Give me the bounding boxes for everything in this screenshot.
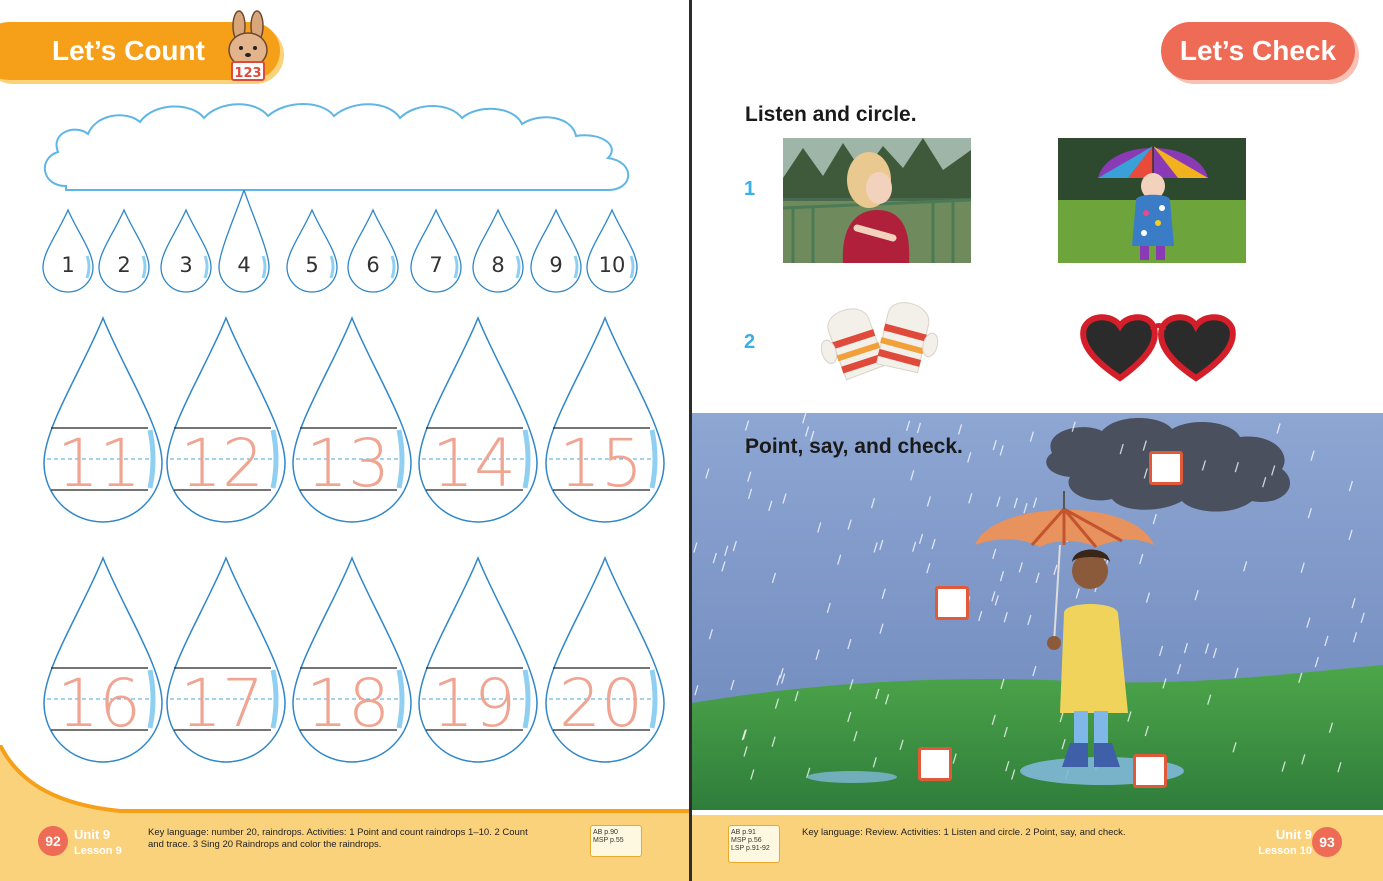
trace-raindrop xyxy=(293,558,411,762)
trace-raindrop xyxy=(419,558,537,762)
rain-scene xyxy=(692,413,1383,810)
trace-raindrops xyxy=(0,310,690,790)
trace-number: 15 xyxy=(559,425,643,502)
trace-number: 20 xyxy=(559,665,643,742)
small-raindrop xyxy=(473,210,523,292)
trace-raindrop xyxy=(167,318,285,522)
trace-number: 16 xyxy=(57,665,141,742)
lesson-notes xyxy=(148,827,588,851)
small-raindrop xyxy=(411,210,461,292)
book-reference-right xyxy=(728,825,780,863)
lesson-notes-right xyxy=(802,827,1222,839)
small-drop-number: 9 xyxy=(549,253,563,277)
rabbit-mascot-icon xyxy=(218,10,278,84)
lesson-label: Lesson 9 xyxy=(74,845,122,857)
footer-wave xyxy=(0,745,690,825)
photo-umbrella-girl[interactable] xyxy=(1058,138,1246,263)
ref-ab-right: AB p.91 xyxy=(731,829,756,836)
unit-lesson-label xyxy=(74,827,122,859)
lets-check-title: Let’s Check xyxy=(1179,35,1337,66)
trace-number: 11 xyxy=(57,425,141,502)
small-raindrop xyxy=(531,210,581,292)
trace-number: 19 xyxy=(432,665,516,742)
book-reference xyxy=(590,825,642,857)
photo-windy-girl[interactable] xyxy=(783,138,971,263)
small-raindrop xyxy=(587,210,637,292)
left-page xyxy=(0,0,690,881)
unit-label-right: Unit 9 xyxy=(1275,827,1312,842)
small-drop-number: 8 xyxy=(491,253,505,277)
trace-raindrop xyxy=(293,318,411,522)
lets-check-header xyxy=(1161,22,1355,80)
small-raindrop xyxy=(43,210,93,292)
right-footer xyxy=(692,815,1383,881)
ref-ab: AB p.90 xyxy=(593,829,618,836)
checkbox-puddle[interactable] xyxy=(918,747,952,781)
trace-raindrop xyxy=(44,558,162,762)
heart-sunglasses-icon[interactable] xyxy=(1080,312,1236,382)
unit-label: Unit 9 xyxy=(74,827,111,842)
trace-number: 18 xyxy=(306,665,390,742)
trace-number: 17 xyxy=(180,665,264,742)
small-drop-number: 4 xyxy=(237,253,251,277)
item-number-2: 2 xyxy=(744,331,756,353)
checkbox-cloud[interactable] xyxy=(1149,451,1183,485)
unit-lesson-label-right xyxy=(1248,827,1312,859)
small-drop-number: 2 xyxy=(117,253,131,277)
cloud-outline xyxy=(36,96,640,204)
trace-number: 12 xyxy=(180,425,264,502)
trace-raindrop xyxy=(167,558,285,762)
trace-raindrop xyxy=(546,318,664,522)
page-number-badge: 92 xyxy=(38,826,68,856)
small-raindrop xyxy=(219,190,269,292)
checkbox-umbrella[interactable] xyxy=(935,586,969,620)
ref-lsp-right: LSP p.91-92 xyxy=(731,845,770,852)
point-say-check-title: Point, say, and check. xyxy=(745,435,963,458)
small-drop-number: 5 xyxy=(305,253,319,277)
small-drop-number: 7 xyxy=(429,253,443,277)
item-number-1: 1 xyxy=(744,178,756,200)
listen-and-circle-title: Listen and circle. xyxy=(745,103,917,126)
trace-number: 13 xyxy=(306,425,390,502)
mittens-icon[interactable] xyxy=(815,292,943,392)
trace-raindrop xyxy=(419,318,537,522)
page-number-badge-right: 93 xyxy=(1312,827,1342,857)
small-raindrop xyxy=(99,210,149,292)
small-drop-number: 1 xyxy=(61,253,75,277)
checkbox-boots[interactable] xyxy=(1133,754,1167,788)
small-raindrop xyxy=(348,210,398,292)
trace-number: 14 xyxy=(432,425,516,502)
ref-msp-right: MSP p.56 xyxy=(731,837,762,844)
trace-raindrop xyxy=(44,318,162,522)
lesson-label-right: Lesson 10 xyxy=(1258,845,1312,857)
left-footer xyxy=(0,815,690,881)
notes-line-1: Key language: number 20, raindrops. Activities: 1 Point and count raindrops 1–10. 2 Count xyxy=(148,827,528,838)
small-drop-number: 3 xyxy=(179,253,193,277)
small-raindrops xyxy=(0,190,690,300)
trace-raindrop xyxy=(546,558,664,762)
right-page xyxy=(692,0,1383,881)
small-drop-number: 10 xyxy=(598,253,626,277)
small-drop-number: 6 xyxy=(366,253,380,277)
mascot-sign-text: 123 xyxy=(234,66,262,81)
small-raindrop xyxy=(287,210,337,292)
ref-msp: MSP p.55 xyxy=(593,837,624,844)
lets-count-title: Let’s Count xyxy=(52,35,205,66)
notes-right-line-1: Key language: Review. Activities: 1 Listen and circle. 2 Point, say, and check. xyxy=(802,827,1126,838)
small-raindrop xyxy=(161,210,211,292)
notes-line-2: and trace. 3 Sing 20 Raindrops and color the raindrops. xyxy=(148,839,382,850)
